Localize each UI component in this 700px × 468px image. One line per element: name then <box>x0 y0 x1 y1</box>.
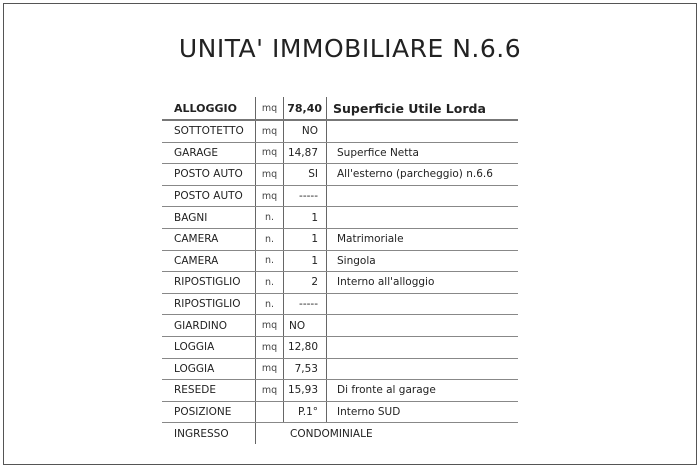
row-unit <box>255 402 283 423</box>
row-unit: mq <box>255 337 283 358</box>
row-label: POSTO AUTO <box>174 190 243 203</box>
table-row <box>162 143 518 165</box>
table-row-ingresso <box>162 423 518 444</box>
header-value: 78,40 <box>283 97 326 119</box>
table-row <box>162 337 518 359</box>
row-unit: mq <box>255 315 283 336</box>
row-label: RIPOSTIGLIO <box>174 298 241 311</box>
table-row <box>162 359 518 381</box>
row-unit: mq <box>255 121 283 142</box>
row-label: CAMERA <box>174 254 219 267</box>
row-desc <box>326 186 518 207</box>
header-unit: mq <box>255 97 283 119</box>
row-label: SOTTOTETTO <box>174 125 244 138</box>
header-desc: Superficie Utile Lorda <box>326 97 518 119</box>
row-desc <box>326 207 518 228</box>
row-unit: mq <box>255 186 283 207</box>
row-label: BAGNI <box>174 211 208 224</box>
row-desc: Interno SUD <box>326 402 518 423</box>
row-value: 1 <box>283 207 326 228</box>
row-desc: Di fronte al garage <box>326 380 518 401</box>
row-value: 7,53 <box>283 359 326 380</box>
row-unit: mq <box>255 164 283 185</box>
footer-value: CONDOMINIALE <box>255 423 518 444</box>
row-desc: Superfice Netta <box>326 143 518 164</box>
row-label: CAMERA <box>174 233 219 246</box>
row-unit: n. <box>255 207 283 228</box>
row-unit: mq <box>255 380 283 401</box>
page-title: UNITA' IMMOBILIARE N.6.6 <box>178 34 522 63</box>
row-label: RIPOSTIGLIO <box>174 276 241 289</box>
row-label: RESEDE <box>174 384 216 397</box>
row-label: GARAGE <box>174 146 218 159</box>
row-value: SI <box>283 164 326 185</box>
row-unit: n. <box>255 294 283 315</box>
row-label: POSIZIONE <box>174 406 232 419</box>
row-desc: All'esterno (parcheggio) n.6.6 <box>326 164 518 185</box>
property-table <box>162 97 518 444</box>
row-unit: n. <box>255 229 283 250</box>
table-header-row <box>162 97 518 121</box>
row-desc: Interno all'alloggio <box>326 272 518 293</box>
row-unit: mq <box>255 359 283 380</box>
table-row <box>162 402 518 424</box>
row-value: 14,87 <box>283 143 326 164</box>
row-label: LOGGIA <box>174 341 215 354</box>
row-value: 12,80 <box>283 337 326 358</box>
row-value: 15,93 <box>283 380 326 401</box>
row-value: ----- <box>283 186 326 207</box>
row-label: GIARDINO <box>174 319 228 332</box>
row-value: NO <box>283 315 326 336</box>
row-desc <box>326 121 518 142</box>
row-desc <box>326 315 518 336</box>
table-row <box>162 229 518 251</box>
row-value: NO <box>283 121 326 142</box>
row-desc <box>326 337 518 358</box>
row-value: 1 <box>283 229 326 250</box>
row-value: P.1° <box>283 402 326 423</box>
table-row <box>162 207 518 229</box>
header-label: ALLOGGIO <box>174 101 237 115</box>
row-desc: Singola <box>326 251 518 272</box>
table-row <box>162 272 518 294</box>
table-row <box>162 186 518 208</box>
row-unit: n. <box>255 272 283 293</box>
row-value: ----- <box>283 294 326 315</box>
table-row <box>162 380 518 402</box>
row-label: LOGGIA <box>174 362 215 375</box>
row-desc <box>326 359 518 380</box>
table-row <box>162 121 518 143</box>
row-desc <box>326 294 518 315</box>
row-unit: n. <box>255 251 283 272</box>
table-row <box>162 251 518 273</box>
row-value: 2 <box>283 272 326 293</box>
table-row <box>162 315 518 337</box>
footer-label: INGRESSO <box>174 427 229 440</box>
row-desc: Matrimoriale <box>326 229 518 250</box>
table-row <box>162 294 518 316</box>
row-label: POSTO AUTO <box>174 168 243 181</box>
row-unit: mq <box>255 143 283 164</box>
table-row <box>162 164 518 186</box>
row-value: 1 <box>283 251 326 272</box>
